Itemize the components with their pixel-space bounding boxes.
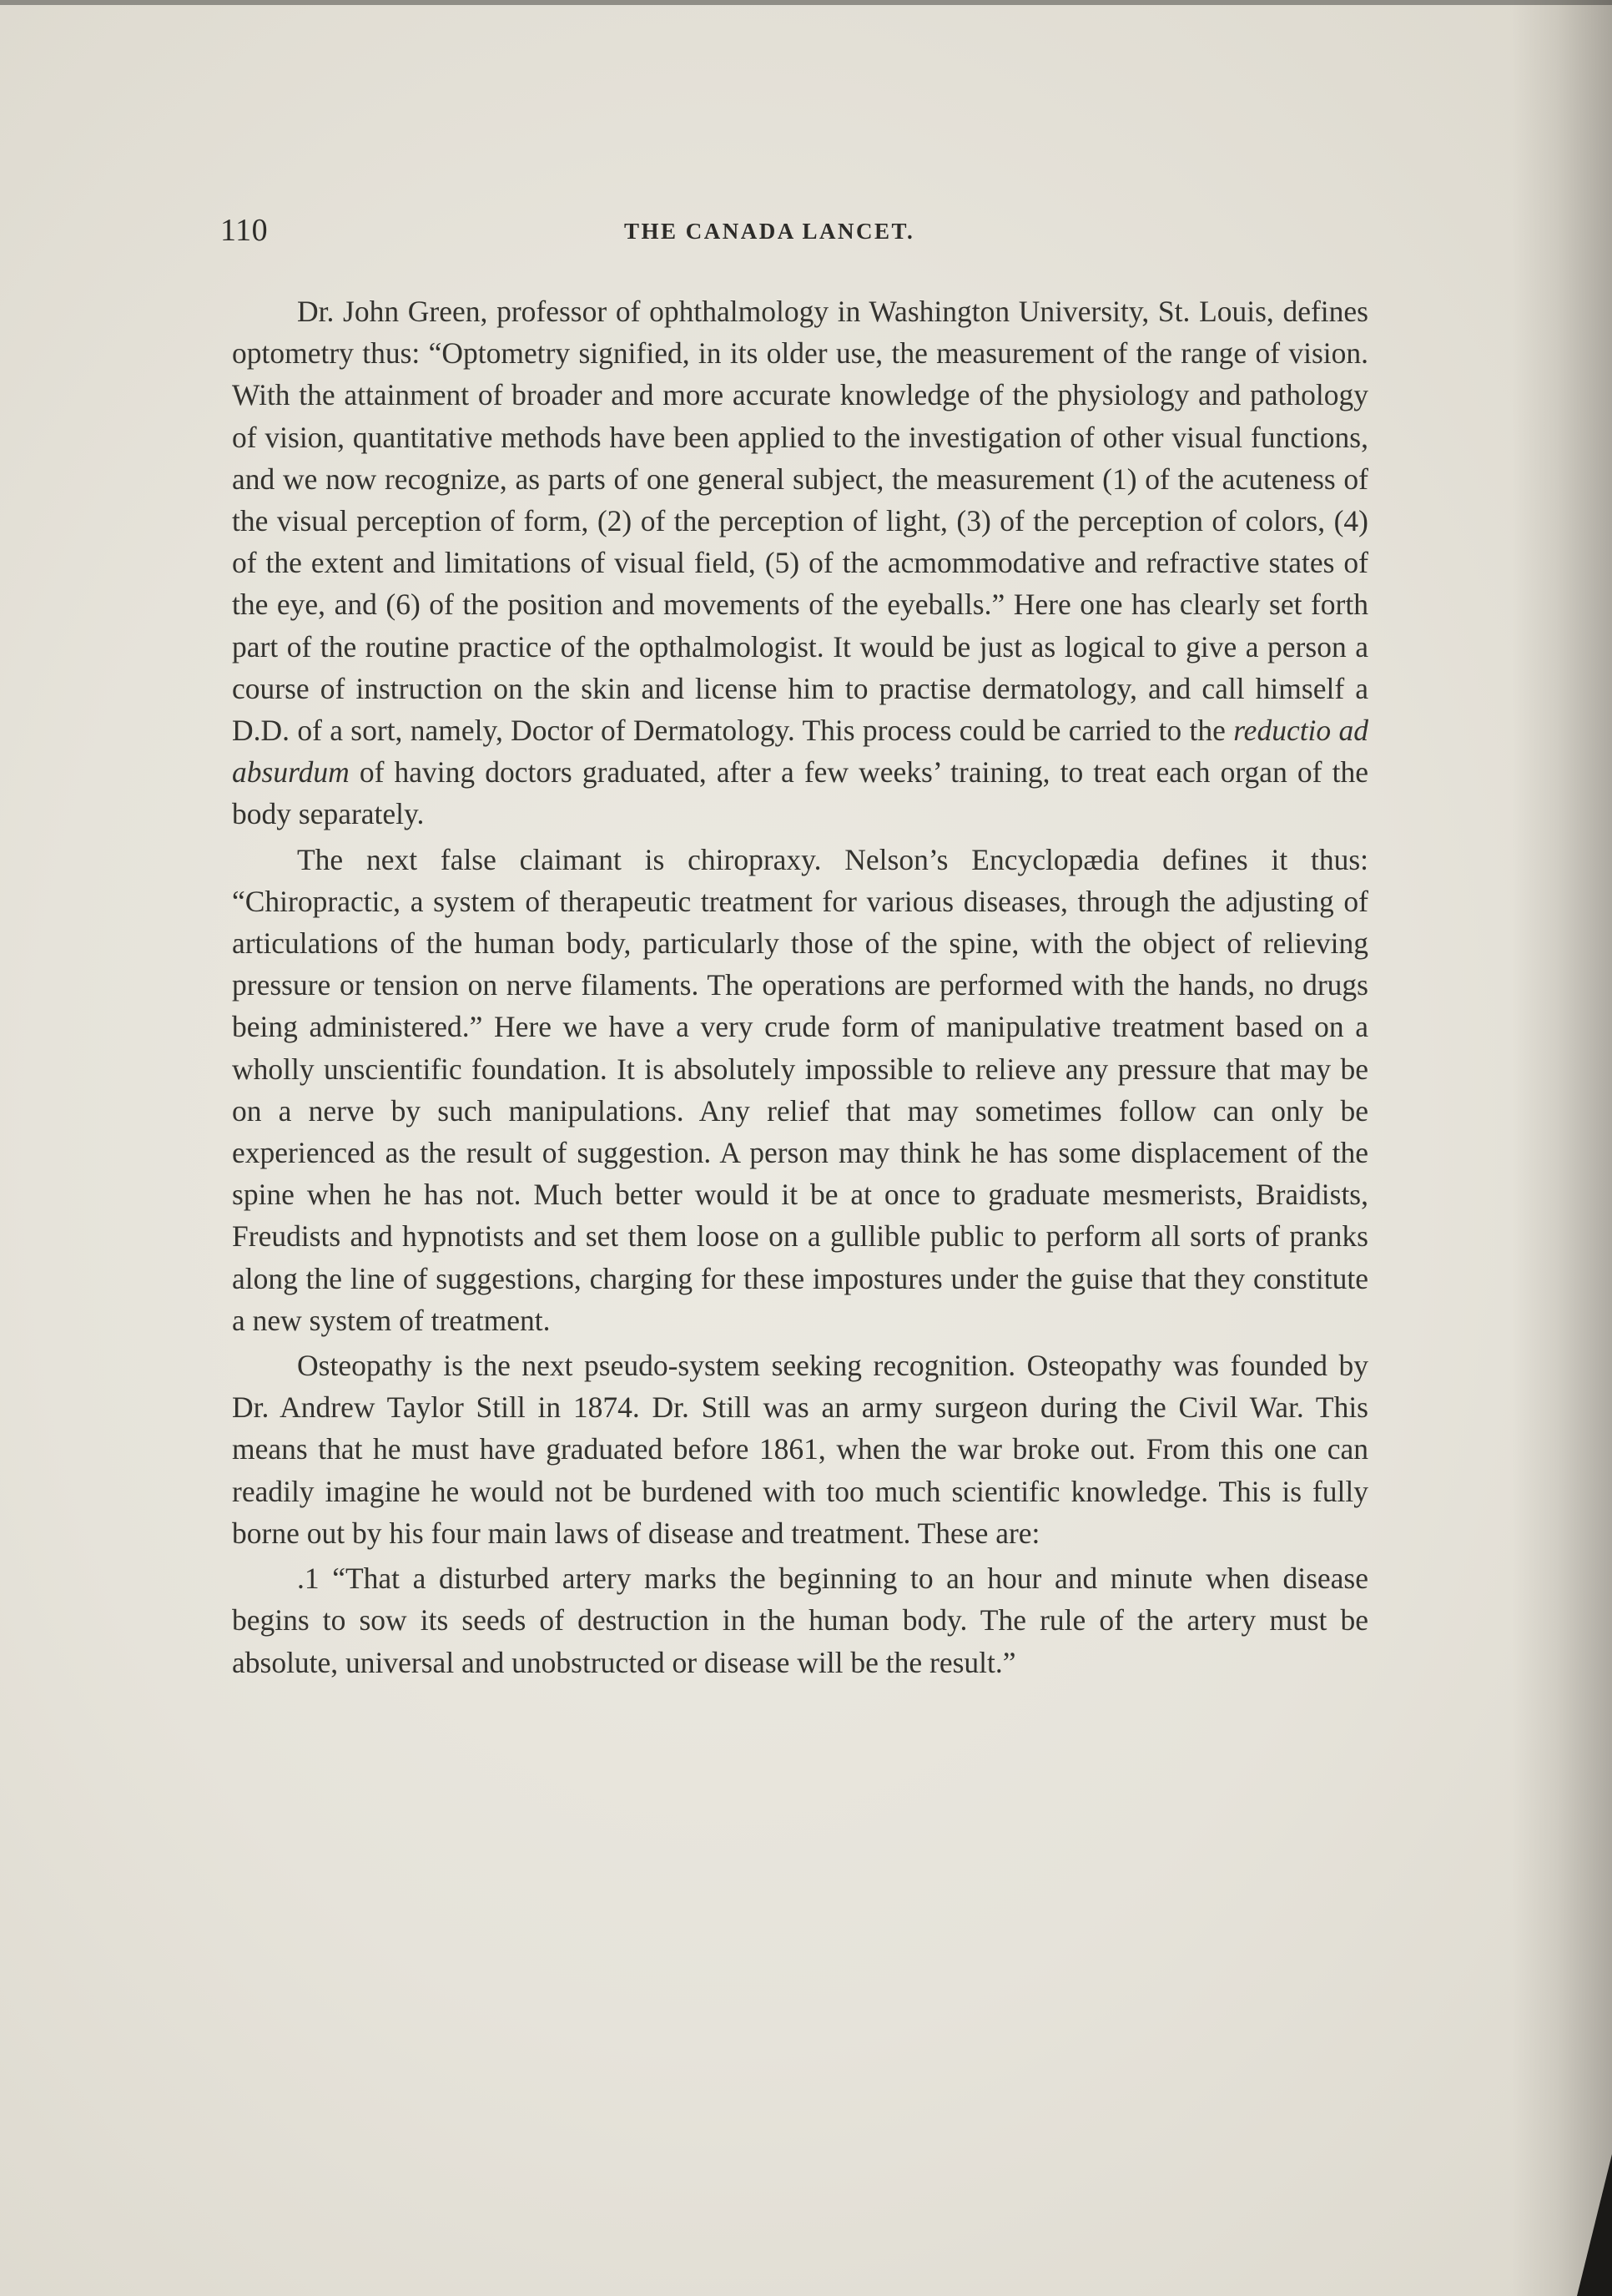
paragraph-optometry-text-end: of having doctors graduated, after a few weeks’ training, to treat each organ of the body separately. [232,755,1368,831]
paragraph-osteopathy: Osteopathy is the next pseudo-system seeking recognition. Osteopathy was founded by Dr. Andrew Taylor Still in 1874. Dr. Still was an army surgeon during the Civil War. This means that he must have graduated before 1861, when the war broke out. From this one can readily imagine he would not be burdened with too much scientific knowledge. This is fully borne out by his four main laws of disease and treatment. These are: [232,1349,1368,1550]
latin-phrase: reductio ad absurdum [232,714,1368,790]
paragraph-chiropraxy: The next false claimant is chiropraxy. Nelson’s Encyclopædia defines it thus: “Chiropractic, a system of therapeutic treatment for various diseases, through the adjusting of articulations of the human body, particularly those of the spine, with the object of relieving pressure or tension on nerve filaments. The operations are performed with the hands, no drugs being administered.” Here we have a very crude form of manipulative treatment based on a wholly unscientific foundation. It is absolutely impossible to relieve any pressure that may be on a nerve by such manipulations. Any relief that may sometimes follow can only be experienced as the result of suggestion. A person may think he has some displacement of the spine when he has not. Much better would it be at once to graduate mesmerists, Braidists, Freudists and hypnotists and set them loose on a gullible public to perform all sorts of pranks along the line of suggestions, charging for these impostures under the guise that they constitute a new system of treatment. [232,842,1368,1337]
binding-shadow [1512,0,1612,2296]
paragraph-optometry-text: Dr. John Green, professor of ophthalmology in Washington University, St. Louis, defines optometry thus: “Optometry signified, in its older use, the measurement of the range of vision. With the attainment of broader and more accurate knowledge of the physiology and pathology of vision, quantitative methods have been applied to the investigation of other visual functions, and we now recognize, as parts of one general subject, the measurement (1) of the acuteness of the visual perception of form, (2) of the perception of light, (3) of the perception of colors, (4) of the extent and limitations of visual field, (5) of the acmommodative and refractive states of the eye, and (6) of the position and movements of the eyeballs.” Here one has clearly set forth part of the routine practice of the opthalmologist. It would be just as logical to give a person a course of instruction on the skin and license him to practise dermatology, and call himself a D.D. of a sort, namely, Doctor of Dermatology. This process could be carried to the [232,295,1368,748]
paragraph-optometry [232,290,1368,835]
page-header [220,212,1368,254]
corner-mark [1577,2154,1612,2296]
paragraph-law-one: .1 “That a disturbed artery marks the beginning to an hour and minute when disease begins to sow its seeds of destruction in the human body. The rule of the artery must be absolute, universal and unobstructed or disease will be the result.” [232,1562,1368,1679]
page-top-edge [0,0,1612,5]
running-head: THE CANADA LANCET. [624,219,915,244]
page-number: 110 [220,213,269,248]
article-body [232,290,1368,1687]
